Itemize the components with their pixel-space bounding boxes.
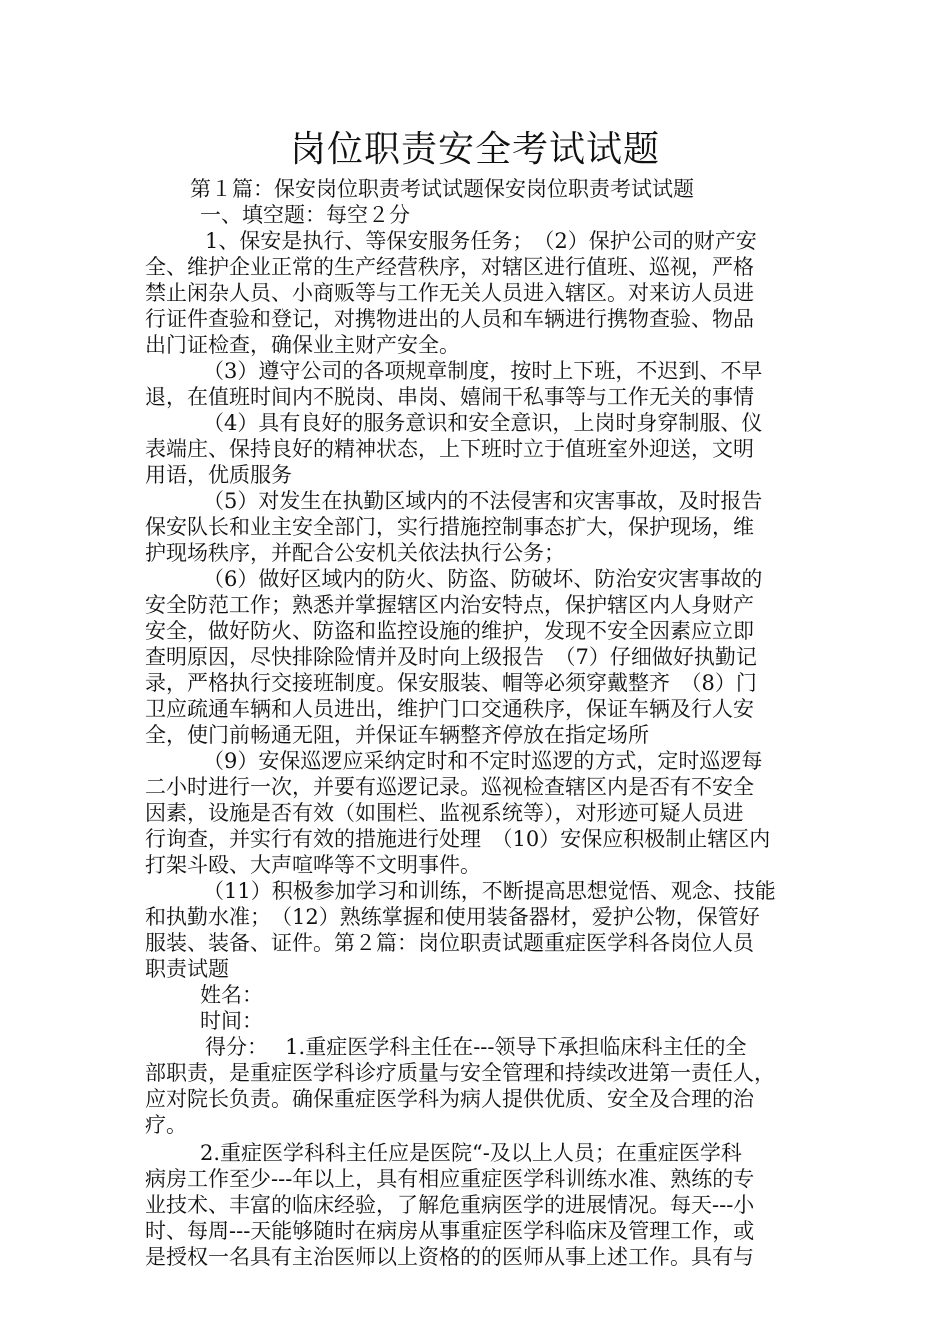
paragraph-line: 部职责，是重症医学科诊疗质量与安全管理和持续改进第一责任人，: [145, 1061, 775, 1085]
paragraph-line: 2.重症医学科科主任应是医院“-及以上人员；在重症医学科: [200, 1141, 742, 1165]
paragraph-line: 出门证检查，确保业主财产安全。: [145, 333, 460, 357]
paragraph-line: 和执勤水准； （12）熟练掌握和使用装备器材，爱护公物，保管好: [145, 905, 760, 929]
paragraph-line: 是授权一名具有主治医师以上资格的的医师从事上述工作。具有与: [145, 1245, 754, 1269]
paragraph-line: 查明原因，尽快排除险情并及时向上级报告 （7）仔细做好执勤记: [145, 645, 757, 669]
paragraph-line: 安全防范工作；熟悉并掌握辖区内治安特点，保护辖区内人身财产: [145, 593, 754, 617]
paragraph-line: 表端庄、保持良好的精神状态，上下班时立于值班室外迎送，文明: [145, 437, 754, 461]
paragraph-line: （11）积极参加学习和训练，不断提高思想觉悟、观念、技能: [203, 879, 776, 903]
paragraph-line: 因素，设施是否有效（如围栏、监视系统等），对形迹可疑人员进: [145, 801, 744, 825]
paragraph-line: 全，使门前畅通无阻，并保证车辆整齐停放在指定场所: [145, 723, 649, 747]
name-field-label: 姓名：: [200, 983, 263, 1007]
paragraph-line: 录，严格执行交接班制度。保安服装、帽等必须穿戴整齐 （8）门: [145, 671, 757, 695]
paragraph-line: 打架斗殴、大声喧哗等不文明事件。: [145, 853, 481, 877]
paragraph-line: 服装、装备、证件。第２篇：岗位职责试题重症医学科各岗位人员: [145, 931, 754, 955]
paragraph-line: （9）安保巡逻应采纳定时和不定时巡逻的方式，定时巡逻每: [203, 749, 763, 773]
paragraph-line: 时、每周---天能够随时在病房从事重症医学科临床及管理工作，或: [145, 1219, 755, 1243]
section-subheading: 一、填空题：每空２分: [200, 203, 410, 227]
paragraph-line: 病房工作至少---年以上，具有相应重症医学科训练水准、熟练的专: [145, 1167, 755, 1191]
paragraph-line: （3）遵守公司的各项规章制度，按时上下班，不迟到、不早: [203, 359, 763, 383]
paragraph-line: （6）做好区域内的防火、防盗、防破坏、防治安灾害事故的: [203, 567, 763, 591]
paragraph-line: 行证件查验和登记，对携物进出的人员和车辆进行携物查验、物品: [145, 307, 754, 331]
paragraph-line: （4）具有良好的服务意识和安全意识，上岗时身穿制服、仪: [203, 411, 763, 435]
paragraph-line: 行询查，并实行有效的措施进行处理 （10）安保应积极制止辖区内: [145, 827, 771, 851]
paragraph-line: 安全，做好防火、防盗和监控设施的维护，发现不安全因素应立即: [145, 619, 754, 643]
paragraph-line: （5）对发生在执勤区域内的不法侵害和灾害事故，及时报告: [203, 489, 763, 513]
paragraph-line: 业技术、丰富的临床经验，了解危重病医学的进展情况。每天---小: [145, 1193, 755, 1217]
paragraph-line: 用语，优质服务: [145, 463, 292, 487]
section-heading-1: 第１篇：保安岗位职责考试试题保安岗位职责考试试题: [190, 177, 694, 201]
paragraph-line: 疗。: [145, 1113, 187, 1137]
paragraph-line: 退，在值班时间内不脱岗、串岗、嬉闹干私事等与工作无关的事情: [145, 385, 754, 409]
document-title: 岗位职责安全考试试题: [289, 129, 660, 170]
time-field-label: 时间：: [200, 1009, 263, 1033]
paragraph-line: 卫应疏通车辆和人员进出，维护门口交通秩序，保证车辆及行人安: [145, 697, 754, 721]
paragraph-line: 禁止闲杂人员、小商贩等与工作无关人员进入辖区。对来访人员进: [145, 281, 754, 305]
paragraph-line: 保安队长和业主安全部门，实行措施控制事态扩大，保护现场，维: [145, 515, 754, 539]
score-field-label: 得分： 1.重症医学科主任在---领导下承担临床科主任的全: [205, 1035, 747, 1059]
paragraph-line: 全、维护企业正常的生产经营秩序，对辖区进行值班、巡视，严格: [145, 255, 754, 279]
paragraph-line: 应对院长负责。确保重症医学科为病人提供优质、安全及合理的治: [145, 1087, 754, 1111]
paragraph-line: 1、保安是执行、等保安服务任务； （2）保护公司的财产安: [205, 229, 757, 253]
paragraph-line: 二小时进行一次，并要有巡逻记录。巡视检查辖区内是否有不安全: [145, 775, 754, 799]
paragraph-line: 护现场秩序，并配合公安机关依法执行公务；: [145, 541, 565, 565]
paragraph-line: 职责试题: [145, 957, 229, 981]
